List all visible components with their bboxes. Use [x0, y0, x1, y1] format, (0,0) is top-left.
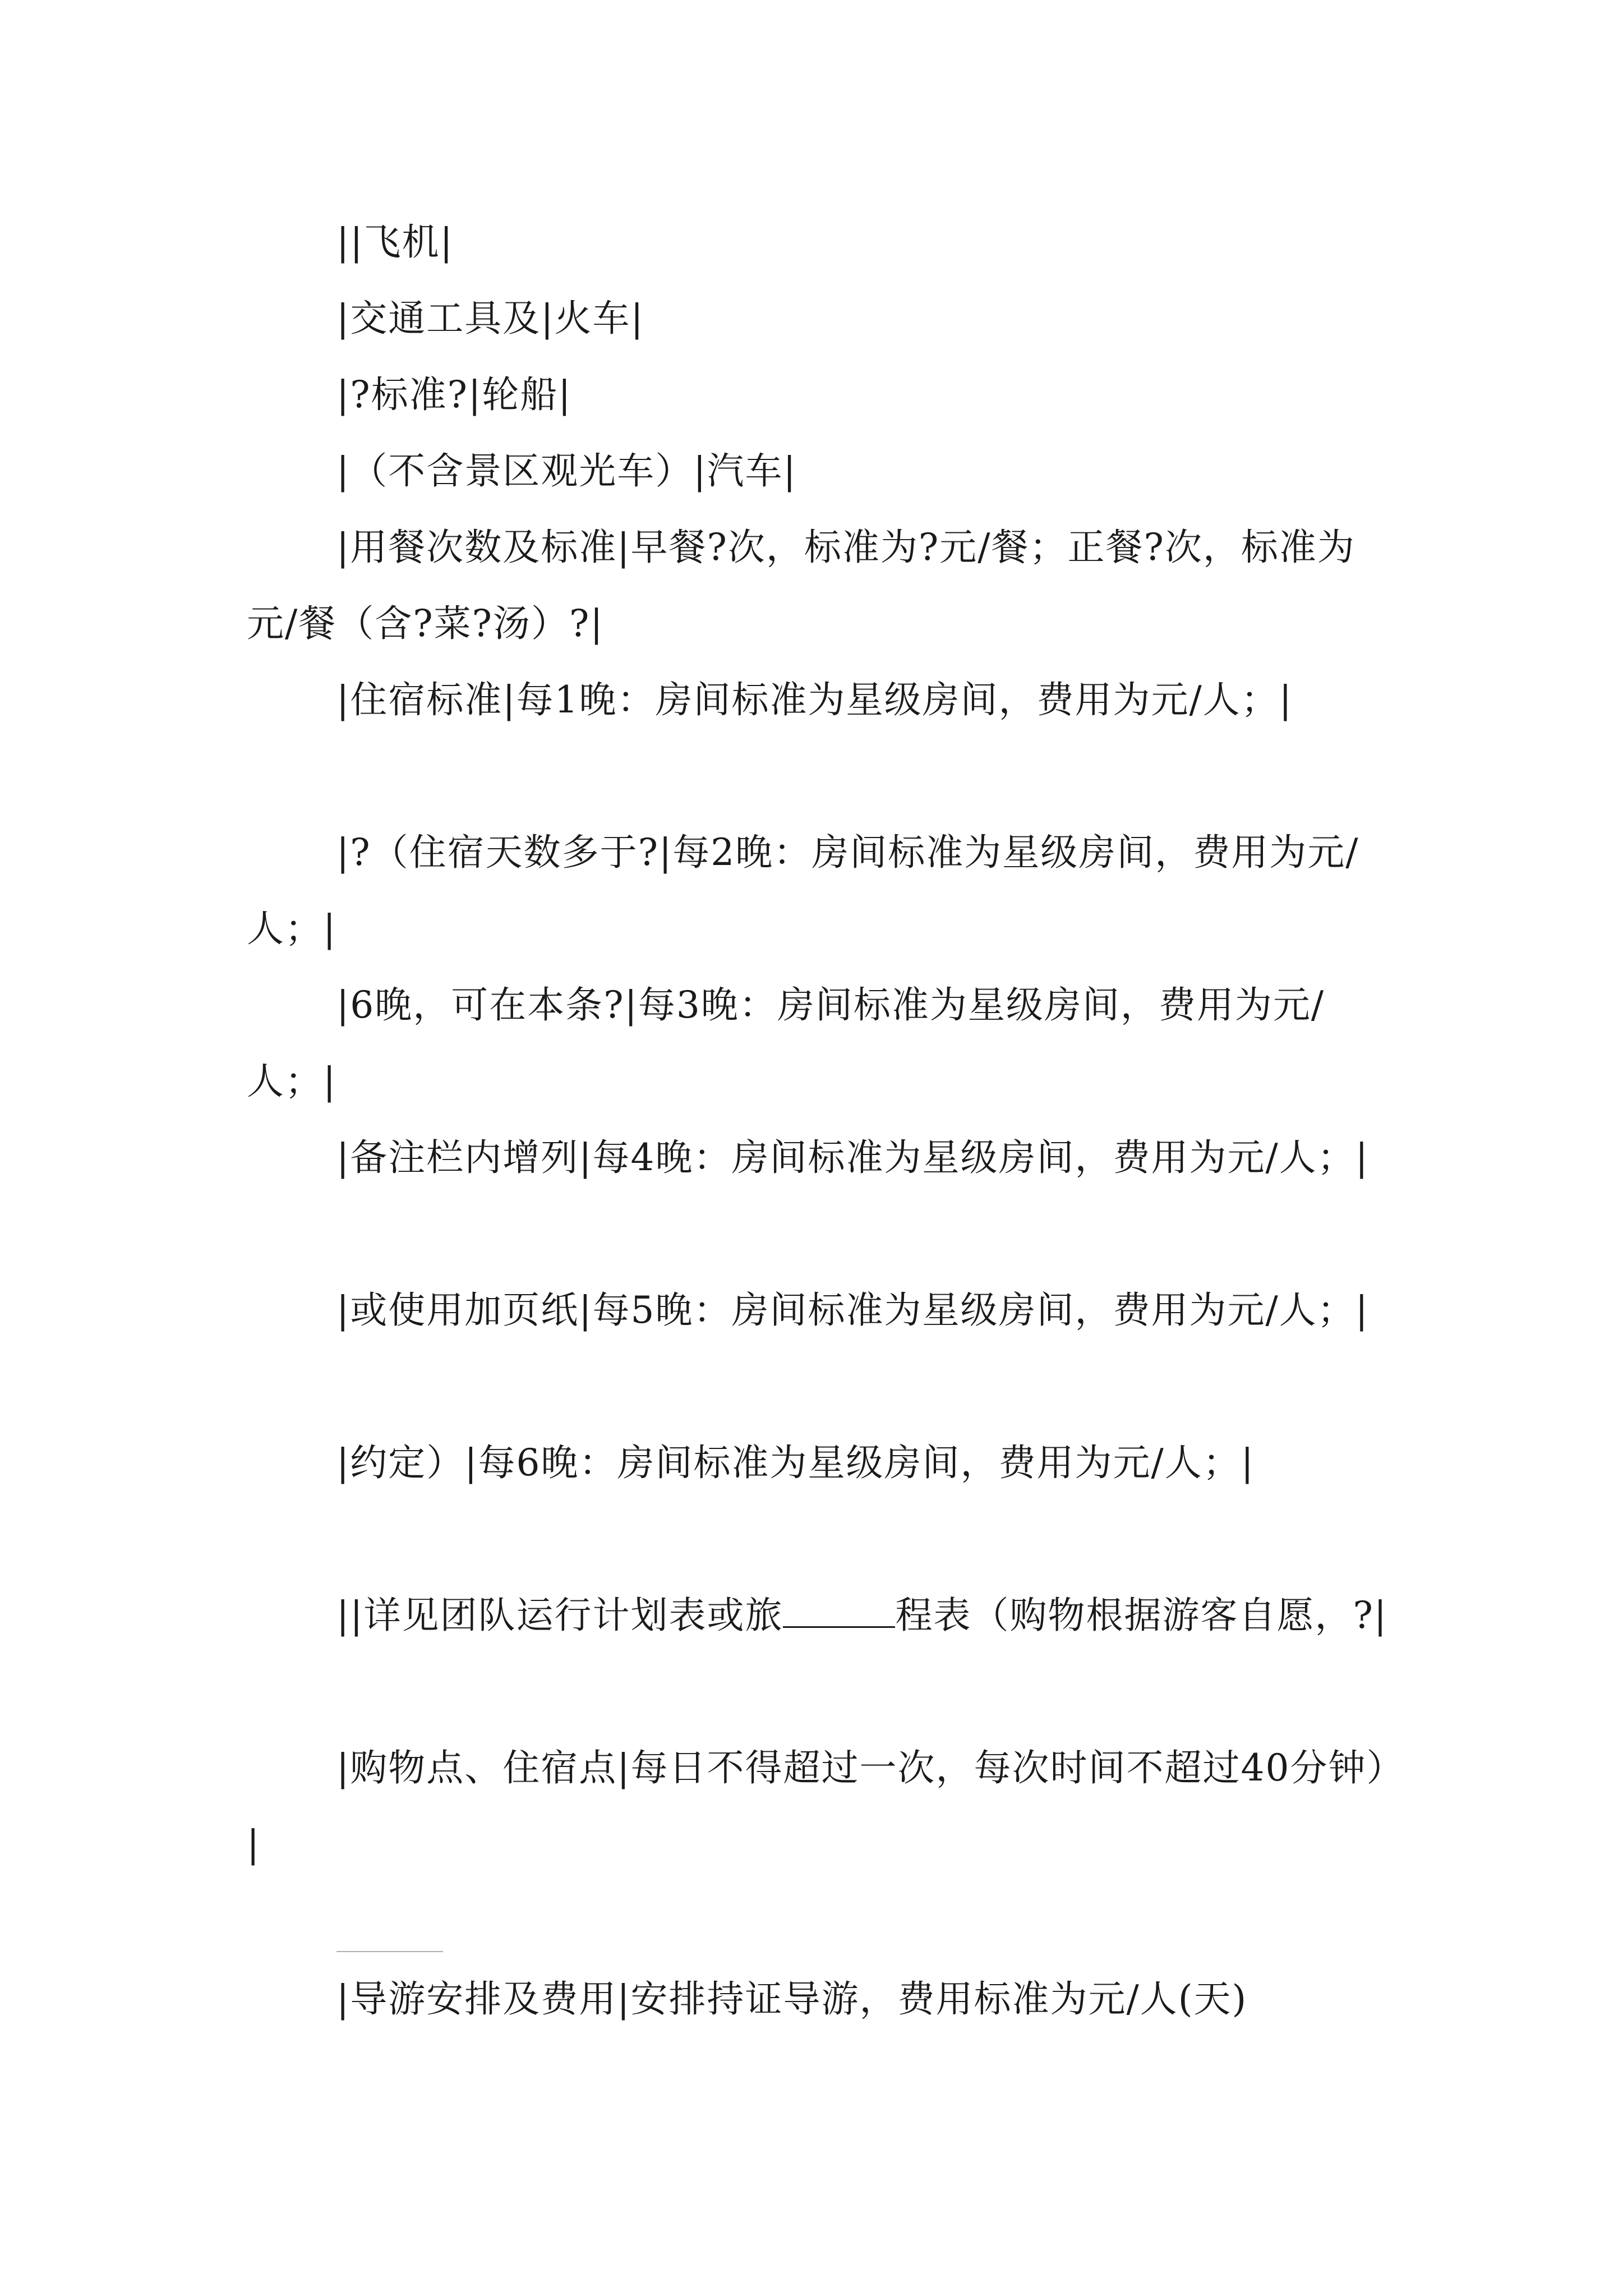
table-row-transport-ship: |?标准?|轮船|	[336, 373, 572, 416]
table-row-lodging-5: |或使用加页纸|每5晚：房间标准为星级房间，费用为元/人；|	[336, 1289, 1369, 1332]
itinerary-text-end: 程表（购物根据游客自愿，?|	[895, 1594, 1388, 1637]
divider	[336, 1951, 443, 1952]
table-row-lodging-3: |6晚，可在本条?|每3晚：房间标准为星级房间，费用为元/人；|	[247, 983, 1325, 1103]
table-row-transport-bus: |（不含景区观光车）|汽车|	[336, 449, 797, 493]
table-row-lodging-4: |备注栏内增列|每4晚：房间标准为星级房间，费用为元/人；|	[336, 1136, 1369, 1179]
table-row-lodging-1: |住宿标准|每1晚：房间标准为星级房间，费用为元/人；|	[336, 678, 1293, 721]
table-row-guide: |导游安排及费用|安排持证导游，费用标准为元/人(天)	[336, 1977, 1248, 2021]
table-row-itinerary	[247, 1577, 1391, 1654]
itinerary-text-start: ||详见团队运行计划表或旅	[336, 1594, 783, 1637]
table-row-shopping: |购物点、住宿点|每日不得超过一次，每次时间不超过40分钟）|	[247, 1746, 1386, 1866]
table-row-transport-train: |交通工具及|火车|	[336, 297, 644, 340]
table-row-lodging-2: |?（住宿天数多于?|每2晚：房间标准为星级房间，费用为元/人；|	[247, 831, 1359, 950]
table-row-meals: |用餐次数及标准|早餐?次，标准为?元/餐；正餐?次，标准为元/餐（含?菜?汤）?|	[247, 526, 1355, 645]
fill-in-blank	[783, 1594, 895, 1628]
table-row-lodging-6: |约定）|每6晚：房间标准为星级房间，费用为元/人；|	[336, 1441, 1255, 1484]
table-row-transport-plane: ||飞机|	[336, 220, 454, 264]
